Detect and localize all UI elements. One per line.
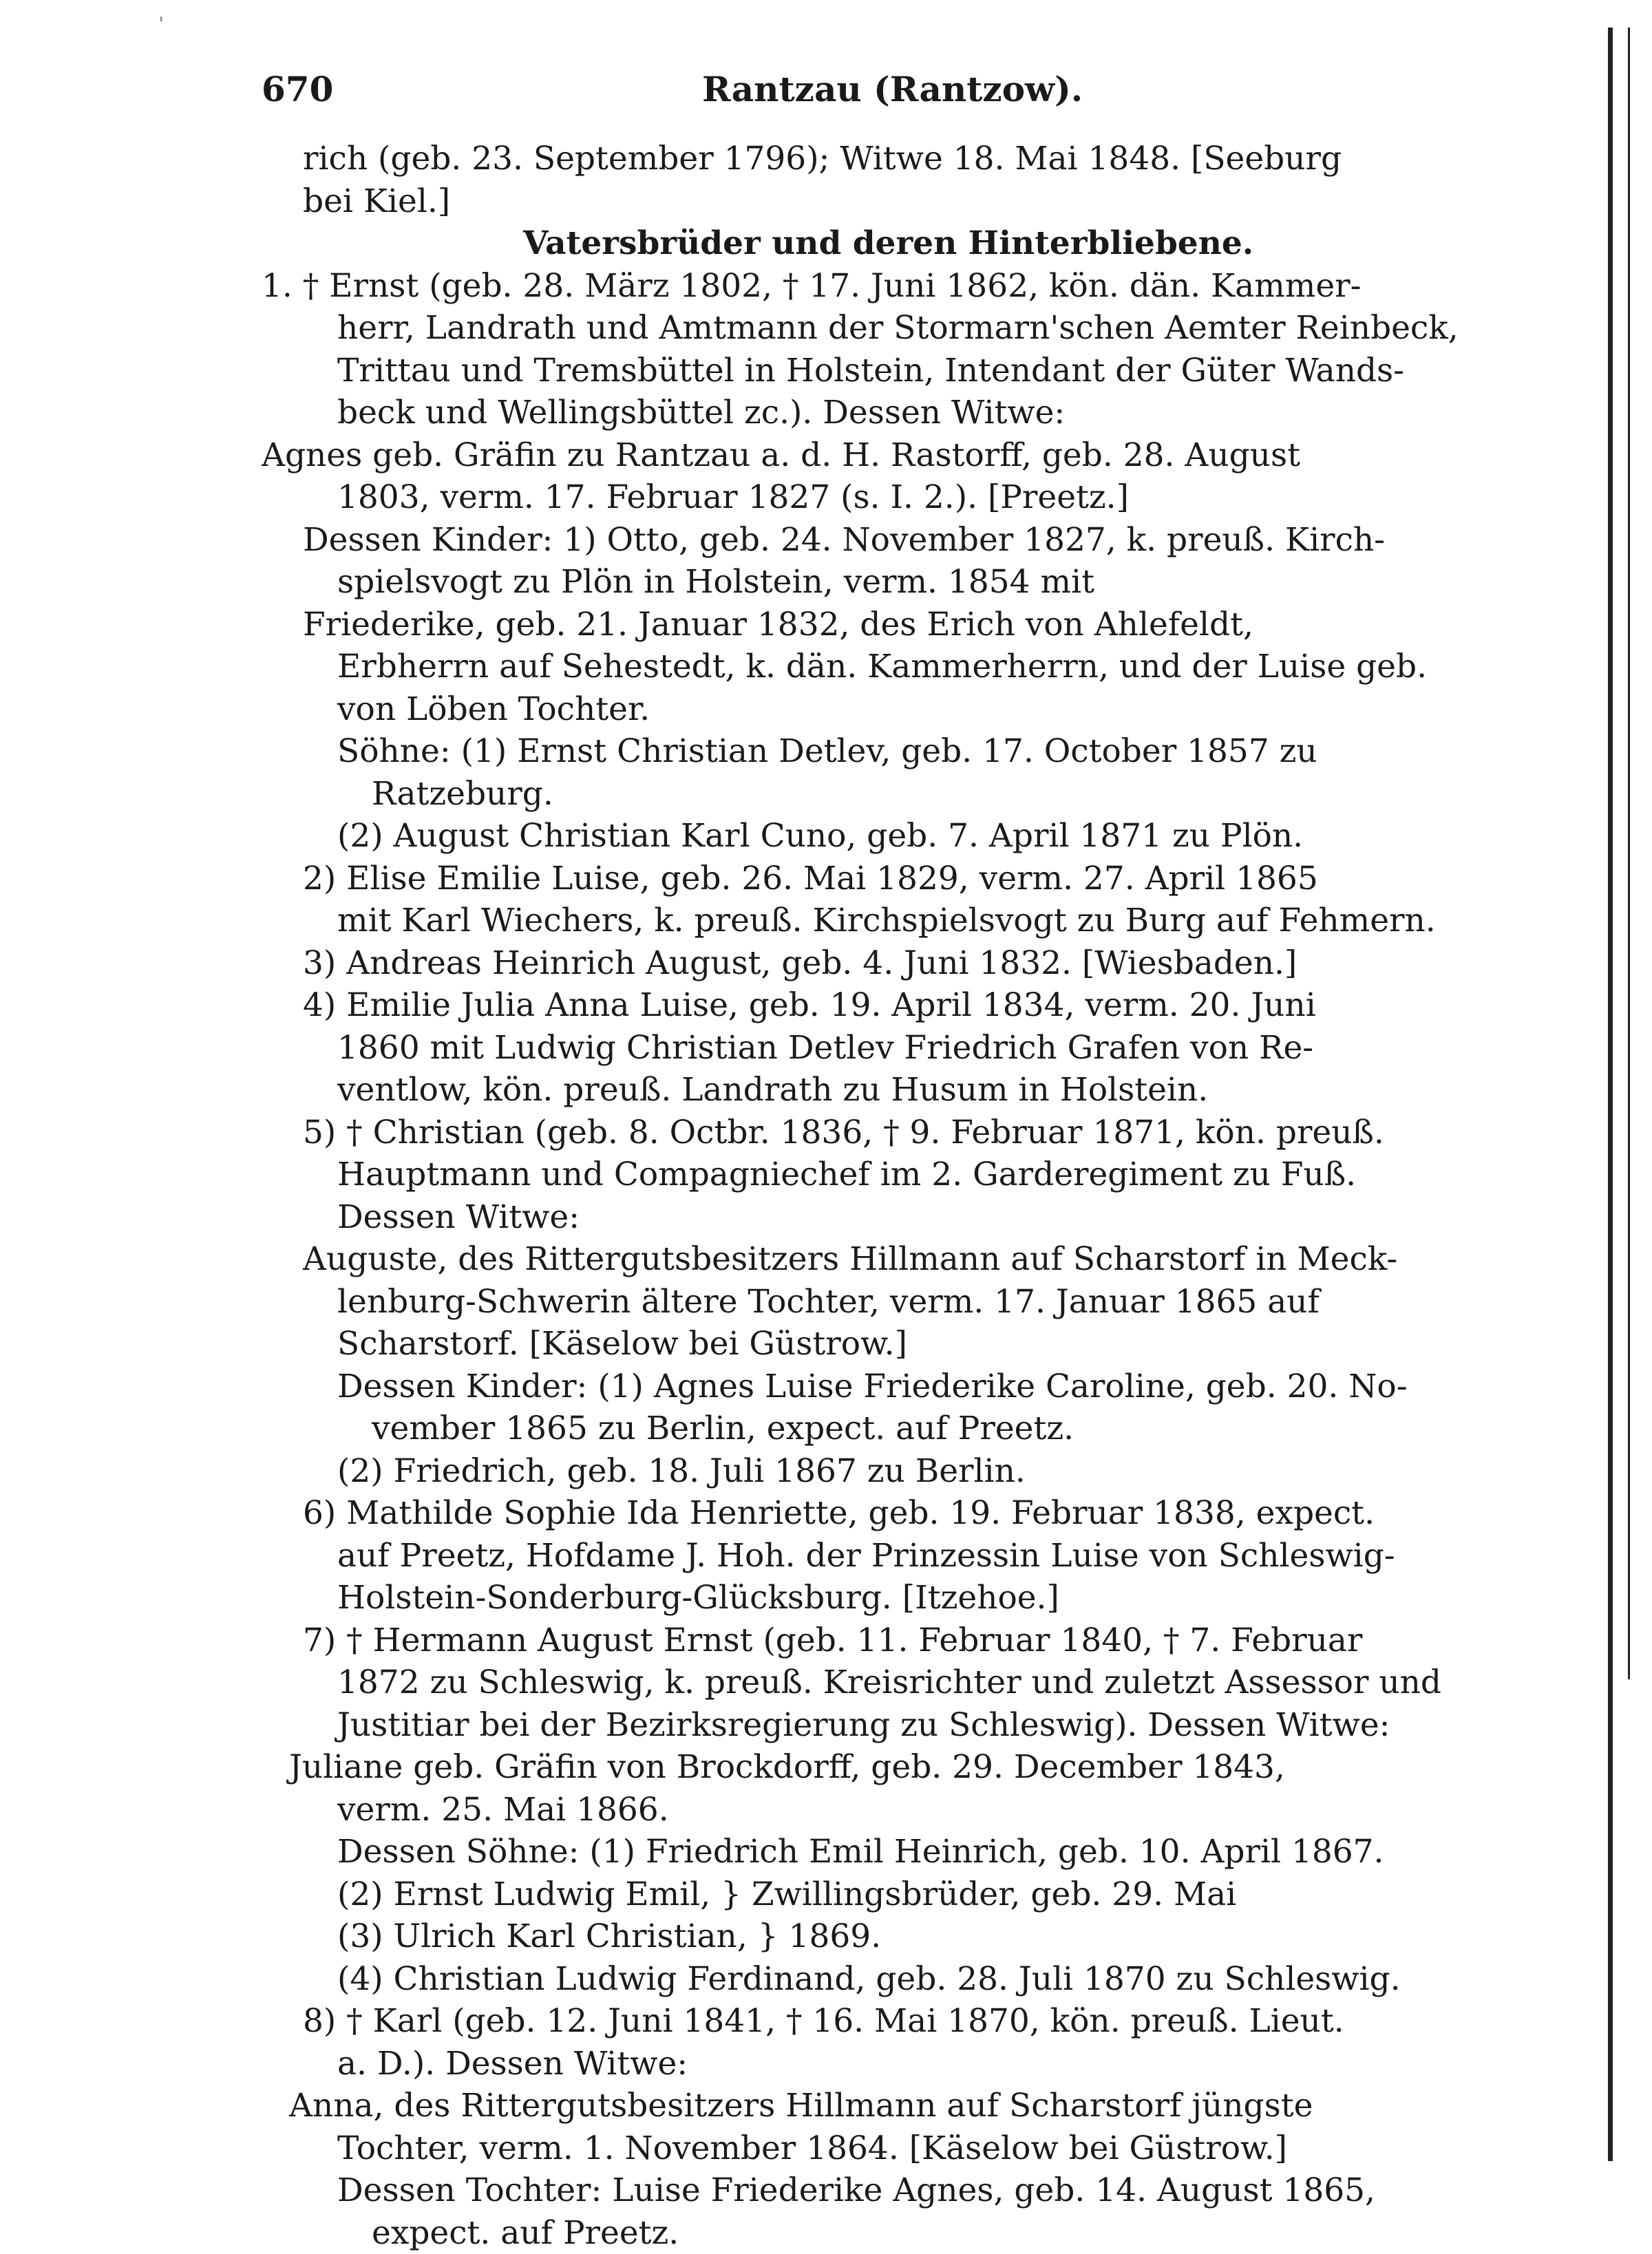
text-line: Dessen Söhne: (1) Friedrich Emil Heinrich, geb. 10. April 1867. bbox=[262, 1831, 1501, 1873]
text-line: Justitiar bei der Bezirksregierung zu Schleswig). Dessen Witwe: bbox=[262, 1704, 1501, 1747]
running-head: Rantzau (Rantzow). bbox=[702, 69, 1083, 109]
text-line: Scharstorf. [Käselow bei Güstrow.] bbox=[262, 1323, 1501, 1365]
page-number: 670 bbox=[262, 69, 333, 109]
text-line: mit Karl Wiechers, k. preuß. Kirchspielsvogt zu Burg auf Fehmern. bbox=[262, 900, 1501, 942]
text-line: 2) Elise Emilie Luise, geb. 26. Mai 1829, verm. 27. April 1865 bbox=[262, 858, 1501, 900]
text-line: expect. auf Preetz. bbox=[262, 2212, 1501, 2254]
right-edge-rule bbox=[1608, 28, 1613, 2161]
text-line: Erbherrn auf Sehestedt, k. dän. Kammerherrn, und der Luise geb. bbox=[262, 646, 1501, 688]
body-text bbox=[262, 138, 1501, 2092]
text-line: bei Kiel.] bbox=[262, 180, 1501, 223]
text-line: 6) Mathilde Sophie Ida Henriette, geb. 19. Februar 1838, expect. bbox=[262, 1492, 1501, 1535]
right-edge-rule-thin bbox=[1628, 28, 1630, 1679]
text-line: Juliane geb. Gräfin von Brockdorff, geb. 29. December 1843, bbox=[262, 1746, 1501, 1789]
text-line: Agnes geb. Gräfin zu Rantzau a. d. H. Rastorff, geb. 28. August bbox=[262, 434, 1501, 477]
text-line: lenburg-Schwerin ältere Tochter, verm. 17. Januar 1865 auf bbox=[262, 1281, 1501, 1323]
text-line: verm. 25. Mai 1866. bbox=[262, 1789, 1501, 1831]
section-heading: Vatersbrüder und deren Hinterbliebene. bbox=[262, 222, 1501, 265]
text-line: ventlow, kön. preuß. Landrath zu Husum in Holstein. bbox=[262, 1069, 1501, 1112]
text-line: (2) Ernst Ludwig Emil, } Zwillingsbrüder, geb. 29. Mai bbox=[262, 1873, 1501, 1916]
text-line: auf Preetz, Hofdame J. Hoh. der Prinzessin Luise von Schleswig- bbox=[262, 1535, 1501, 1577]
text-line: a. D.). Dessen Witwe: bbox=[262, 2043, 1501, 2085]
text-line: Anna, des Rittergutsbesitzers Hillmann auf Scharstorf jüngste bbox=[262, 2085, 1501, 2127]
text-line: rich (geb. 23. September 1796); Witwe 18. Mai 1848. [Seeburg bbox=[262, 138, 1501, 180]
text-line: Friederike, geb. 21. Januar 1832, des Erich von Ahlefeldt, bbox=[262, 604, 1501, 646]
text-line: Dessen Kinder: 1) Otto, geb. 24. November 1827, k. preuß. Kirch- bbox=[262, 519, 1501, 562]
text-line: 1. † Ernst (geb. 28. März 1802, † 17. Juni 1862, kön. dän. Kammer- bbox=[262, 265, 1501, 308]
text-line: 8) † Karl (geb. 12. Juni 1841, † 16. Mai 1870, kön. preuß. Lieut. bbox=[262, 2000, 1501, 2043]
text-line: Dessen Tochter: Luise Friederike Agnes, geb. 14. August 1865, bbox=[262, 2169, 1501, 2212]
text-line: (2) Friedrich, geb. 18. Juli 1867 zu Berlin. bbox=[262, 1450, 1501, 1493]
text-line: beck und Wellingsbüttel zc.). Dessen Witwe: bbox=[262, 392, 1501, 434]
text-line: (3) Ulrich Karl Christian, } 1869. bbox=[262, 1915, 1501, 1958]
text-line: 1860 mit Ludwig Christian Detlev Friedrich Grafen von Re- bbox=[262, 1027, 1501, 1070]
text-line: Dessen Witwe: bbox=[262, 1196, 1501, 1239]
text-line: 1872 zu Schleswig, k. preuß. Kreisrichter und zuletzt Assessor und bbox=[262, 1661, 1501, 1704]
text-line: 4) Emilie Julia Anna Luise, geb. 19. April 1834, verm. 20. Juni bbox=[262, 984, 1501, 1027]
text-line: Tochter, verm. 1. November 1864. [Käselow bei Güstrow.] bbox=[262, 2127, 1501, 2170]
text-line: Söhne: (1) Ernst Christian Detlev, geb. 17. October 1857 zu bbox=[262, 730, 1501, 773]
text-line: herr, Landrath und Amtmann der Stormarn'schen Aemter Reinbeck, bbox=[262, 307, 1501, 350]
text-line: spielsvogt zu Plön in Holstein, verm. 1854 mit bbox=[262, 561, 1501, 604]
text-line: 5) † Christian (geb. 8. Octbr. 1836, † 9. Februar 1871, kön. preuß. bbox=[262, 1112, 1501, 1154]
text-line: vember 1865 zu Berlin, expect. auf Preetz. bbox=[262, 1407, 1501, 1450]
text-line: (2) August Christian Karl Cuno, geb. 7. April 1871 zu Plön. bbox=[262, 815, 1501, 858]
text-line: Ratzeburg. bbox=[262, 773, 1501, 816]
text-line: Holstein-Sonderburg-Glücksburg. [Itzehoe.] bbox=[262, 1577, 1501, 1619]
text-line: Trittau und Tremsbüttel in Holstein, Intendant der Güter Wands- bbox=[262, 350, 1501, 392]
text-line: Hauptmann und Compagniechef im 2. Garderegiment zu Fuß. bbox=[262, 1153, 1501, 1196]
text-line: 3) Andreas Heinrich August, geb. 4. Juni 1832. [Wiesbaden.] bbox=[262, 942, 1501, 985]
page-header bbox=[262, 69, 1501, 124]
text-line: von Löben Tochter. bbox=[262, 688, 1501, 731]
text-line: Dessen Kinder: (1) Agnes Luise Friederike Caroline, geb. 20. No- bbox=[262, 1365, 1501, 1408]
text-line: 1803, verm. 17. Februar 1827 (s. I. 2.). [Preetz.] bbox=[262, 476, 1501, 519]
text-line: (4) Christian Ludwig Ferdinand, geb. 28. Juli 1870 zu Schleswig. bbox=[262, 1958, 1501, 2001]
text-line: Auguste, des Rittergutsbesitzers Hillmann auf Scharstorf in Meck- bbox=[262, 1238, 1501, 1281]
text-line: 7) † Hermann August Ernst (geb. 11. Februar 1840, † 7. Februar bbox=[262, 1619, 1501, 1662]
edge-mark: ˈ bbox=[158, 14, 164, 38]
